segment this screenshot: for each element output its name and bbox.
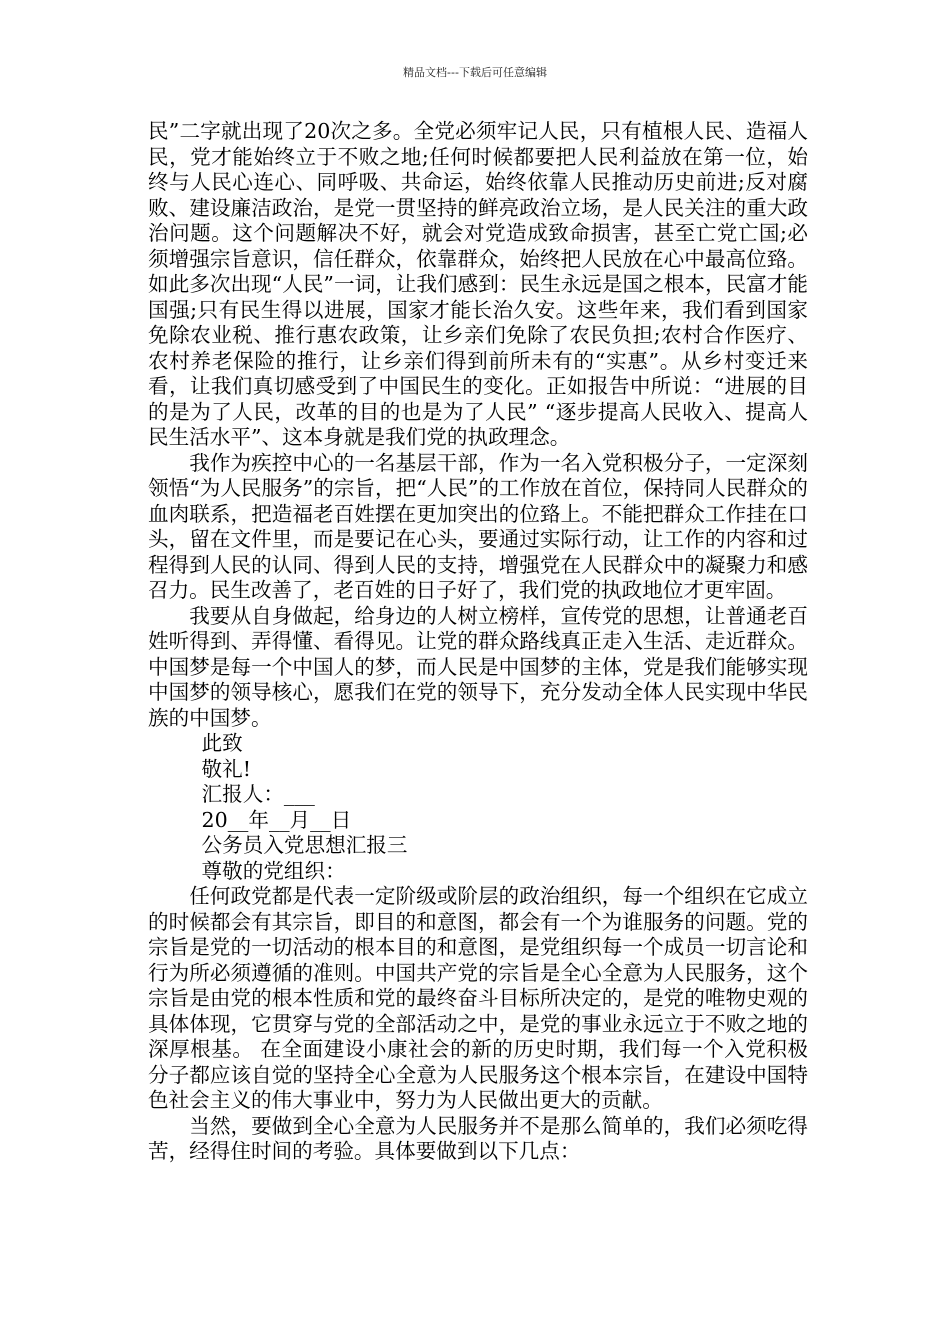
- paragraph-5: 当然，要做到全心全意为人民服务并不是那么简单的，我们必须吃得苦，经得住时间的考验。具体要做到以下几点：: [148, 1113, 808, 1163]
- paragraph-2: 我作为疾控中心的一名基层干部，作为一名入党积极分子，一定深刻领悟“为人民服务”的宗旨，把“人民”的工作放在首位，保持同人民群众的血肉联系，把造福老百姓摆在更加突出的位臵上。不能把群众工作挂在口头，留在文件里，而是要记在心头，要通过实际行动，让工作的内容和过程得到人民的认同、得到人民的支持，增强党在人民群众中的凝聚力和感召力。民生改善了，老百姓的日子好了，我们党的执政地位才更牢固。: [148, 450, 808, 602]
- greeting-line: 尊敬的党组织：: [201, 858, 346, 883]
- section-title: 公务员入党思想汇报三: [201, 833, 408, 857]
- closing-salutation: 此致: [201, 731, 243, 755]
- paragraph-4: 任何政党都是代表一定阶级或阶层的政治组织，每一个组织在它成立的时候都会有其宗旨，即目的和意图，都会有一个为谁服务的问题。党的宗旨是党的一切活动的根本目的和意图，是党组织每一个成员一切言论和行为所必须遵循的准则。中国共产党的宗旨是全心全意为人民服务，这个宗旨是由党的根本性质和党的最终奋斗目标所决定的，是党的唯物史观的具体体现，它贯穿与党的全部活动之中，是党的事业永远立于不败之地的深厚根基。 在全面建设小康社会的新的历史时期，我们每一个入党积极分子都应该自觉的坚持全心全意为人民服务这个根本宗旨，在建设中国特色社会主义的伟大事业中，努力为人民做出更大的贡献。: [148, 884, 808, 1112]
- paragraph-1: 民”二字就出现了20次之多。全党必须牢记人民，只有植根人民、造福人民，党才能始终立于不败之地;任何时候都要把人民利益放在第一位，始终与人民心连心、同呼吸、共命运，始终依靠人民推动历史前进;反对腐败、建设廉洁政治，是党一贯坚持的鲜亮政治立场，是人民关注的重大政治问题。这个问题解决不好，就会对党造成致命损害，甚至亡党亡国;必须增强宗旨意识，信任群众，依靠群众，始终把人民放在心中最高位臵。如此多次出现“人民”一词，让我们感到：民生永远是国之根本，民富才能国强;只有民生得以进展，国家才能长治久安。这些年来，我们看到国家免除农业税、推行惠农政策，让乡亲们免除了农民负担;农村合作医疗、农村养老保险的推行，让乡亲们得到前所未有的“实惠”。从乡村变迁来看，让我们真切感受到了中国民生的变化。正如报告中所说：“进展的目的是为了人民，改革的目的也是为了人民” “逐步提高人民收入、提高人民生活水平”、这本身就是我们党的执政理念。: [148, 119, 808, 449]
- date-line: 20__年__月__日: [201, 807, 352, 832]
- closing-regards: 敬礼!: [201, 756, 252, 781]
- page-header: 精品文档---下载后可任意编辑: [403, 66, 547, 79]
- document-body: [148, 119, 808, 1165]
- reporter-line: 汇报人：___: [201, 782, 315, 806]
- paragraph-3: 我要从自身做起，给身边的人树立榜样，宣传党的思想，让普通老百姓听得到、弄得懂、看得见。让党的群众路线真正走入生活、走近群众。中国梦是每一个中国人的梦，而人民是中国梦的主体，党是我们能够实现中国梦的领导核心，愿我们在党的领导下，充分发动全体人民实现中华民族的中国梦。: [148, 603, 808, 730]
